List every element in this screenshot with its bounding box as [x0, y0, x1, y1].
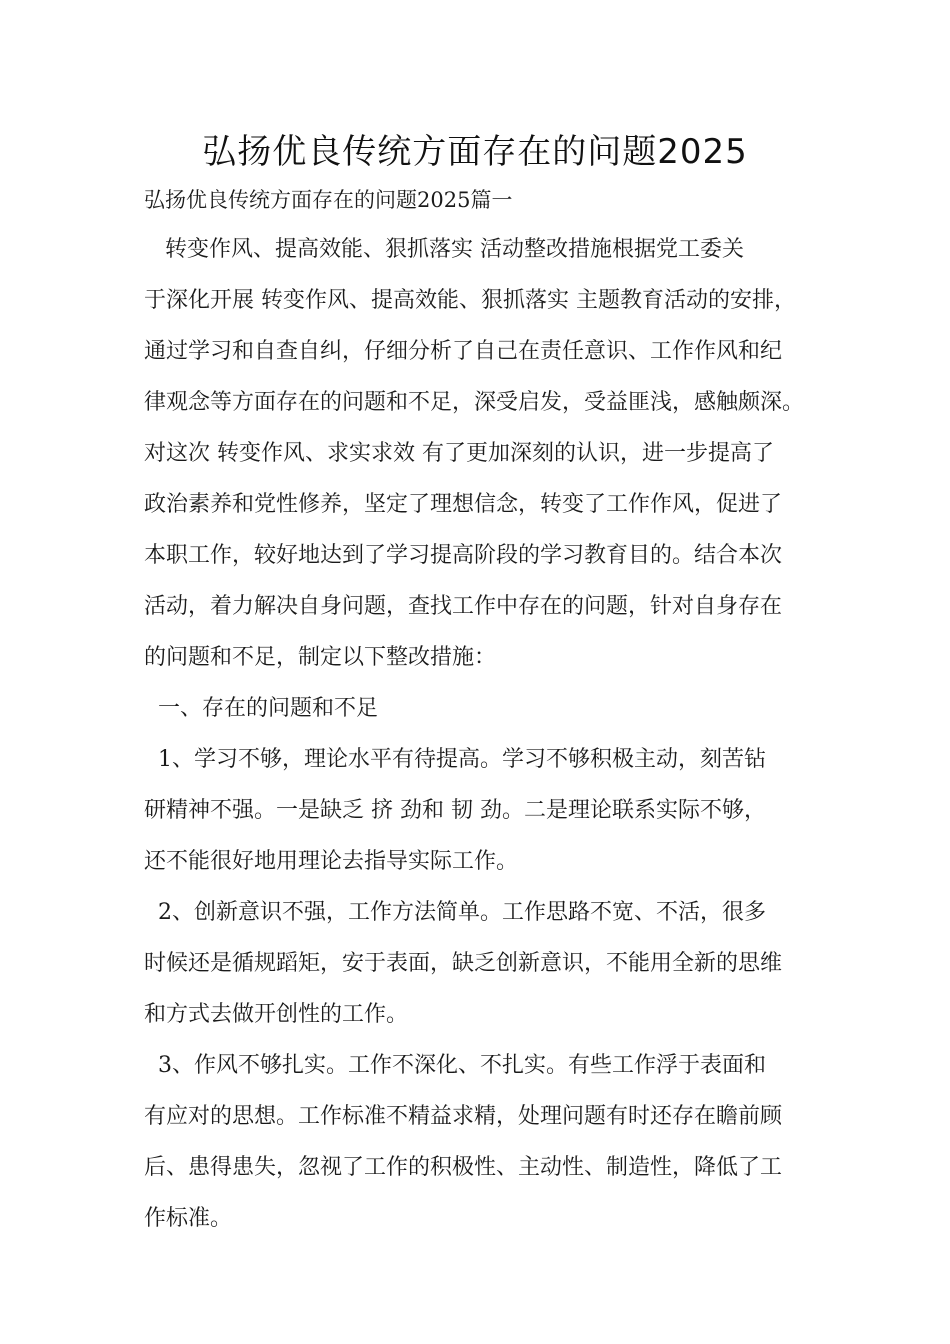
document-subtitle: 弘扬优良传统方面存在的问题2025篇一: [144, 188, 513, 212]
body-line: 本职工作，较好地达到了学习提高阶段的学习教育目的。结合本次: [144, 543, 783, 568]
body-line: 3、作风不够扎实。工作不深化、不扎实。有些工作浮于表面和: [144, 1053, 766, 1078]
body-line: 有应对的思想。工作标准不精益求精，处理问题有时还存在瞻前顾: [144, 1104, 783, 1129]
body-line: 转变作风、提高效能、狠抓落实 活动整改措施根据党工委关: [144, 237, 744, 262]
body-line: 时候还是循规蹈矩，安于表面，缺乏创新意识，不能用全新的思维: [144, 951, 783, 976]
document-title: 弘扬优良传统方面存在的问题2025: [202, 132, 748, 172]
body-line: 和方式去做开创性的工作。: [144, 1002, 409, 1027]
document-body: [144, 234, 814, 1254]
body-line: 律观念等方面存在的问题和不足，深受启发，受益匪浅，感触颇深。: [144, 390, 805, 415]
section-heading: 一、存在的问题和不足: [144, 696, 378, 721]
body-line: 对这次 转变作风、求实求效 有了更加深刻的认识，进一步提高了: [144, 441, 774, 466]
body-line: 还不能很好地用理论去指导实际工作。: [144, 849, 519, 874]
body-line: 活动，着力解决自身问题，查找工作中存在的问题，针对自身存在: [144, 594, 783, 619]
body-line: 1、学习不够，理论水平有待提高。学习不够积极主动，刻苦钻: [144, 747, 766, 772]
body-line: 研精神不强。一是缺乏 挤 劲和 韧 劲。二是理论联系实际不够，: [144, 798, 766, 823]
body-line: 的问题和不足，制定以下整改措施：: [144, 645, 497, 670]
body-line: 2、创新意识不强，工作方法简单。工作思路不宽、不活，很多: [144, 900, 766, 925]
body-line: 作标准。: [144, 1206, 233, 1231]
body-line: 于深化开展 转变作风、提高效能、狠抓落实 主题教育活动的安排，: [144, 288, 796, 313]
body-line: 政治素养和党性修养，坚定了理想信念，转变了工作作风，促进了: [144, 492, 783, 517]
body-line: 后、患得患失，忽视了工作的积极性、主动性、制造性，降低了工: [144, 1155, 783, 1180]
body-line: 通过学习和自查自纠，仔细分析了自己在责任意识、工作作风和纪: [144, 339, 783, 364]
